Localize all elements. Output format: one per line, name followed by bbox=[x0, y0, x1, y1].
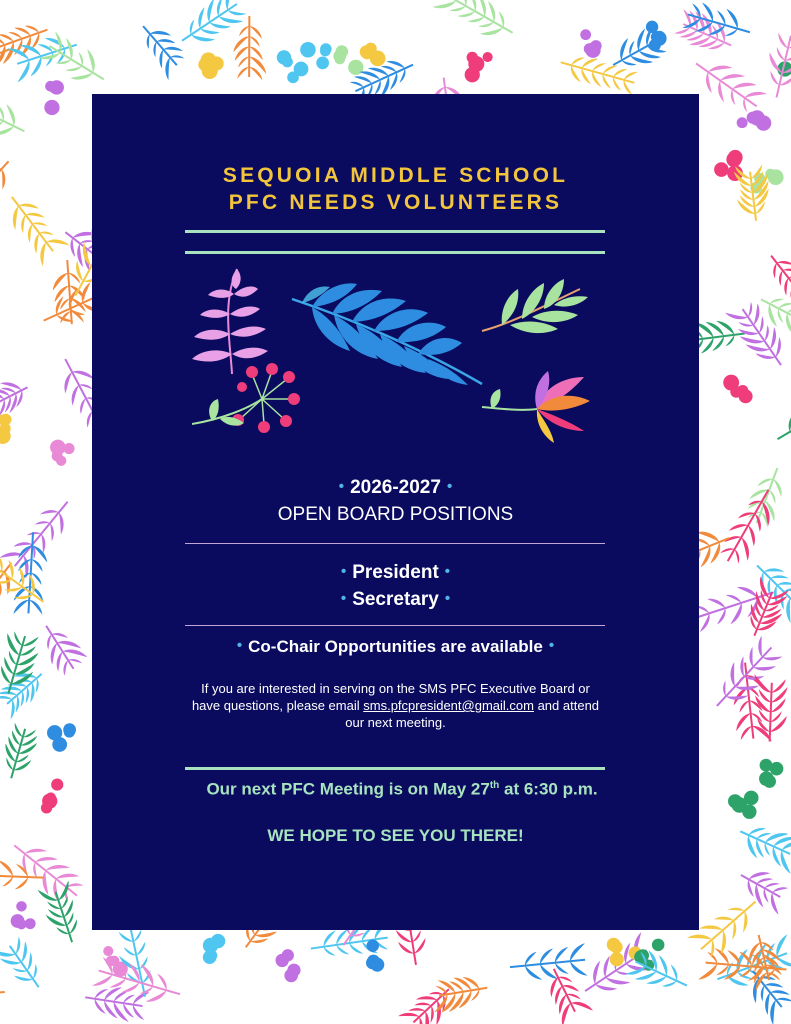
meeting-sup: th bbox=[489, 780, 500, 791]
contact-info bbox=[187, 680, 604, 731]
position-secretary bbox=[92, 589, 699, 611]
volunteers-title: PFC NEEDS VOLUNTEERS bbox=[228, 191, 563, 214]
position-label: President bbox=[352, 562, 439, 583]
bullet-icon: • bbox=[338, 478, 345, 495]
meeting-text-b: at 6:30 p.m. bbox=[504, 779, 598, 799]
bullet-icon: • bbox=[548, 637, 555, 654]
cochair-text: Co-Chair Opportunities are available bbox=[248, 637, 543, 656]
leaves-illustration bbox=[192, 259, 602, 449]
bullet-icon: • bbox=[444, 563, 451, 580]
pink-leaf-icon bbox=[192, 269, 268, 374]
year-line bbox=[92, 477, 699, 499]
tropical-flower-icon bbox=[482, 371, 590, 443]
closing-line: WE HOPE TO SEE YOU THERE! bbox=[267, 826, 524, 845]
position-label: Secretary bbox=[352, 589, 439, 610]
bullet-icon: • bbox=[340, 563, 347, 580]
bullet-icon: • bbox=[446, 478, 453, 495]
divider-mid bbox=[185, 543, 605, 544]
divider-lower bbox=[185, 625, 605, 626]
open-positions-heading: OPEN BOARD POSITIONS bbox=[277, 504, 514, 525]
divider-bottom bbox=[185, 767, 605, 770]
meeting-info bbox=[202, 774, 602, 801]
school-title: SEQUOIA MIDDLE SCHOOL bbox=[222, 164, 569, 187]
blue-palm-leaf-icon bbox=[292, 283, 482, 385]
divider-top-2 bbox=[185, 251, 605, 254]
meeting-text-a: Our next PFC Meeting is on May 27 bbox=[206, 779, 490, 799]
email-link[interactable]: sms.pfcpresident@gmail.com bbox=[363, 698, 534, 713]
flyer-panel bbox=[92, 94, 699, 930]
divider-top bbox=[185, 230, 605, 233]
bullet-icon: • bbox=[236, 637, 243, 654]
position-president bbox=[92, 562, 699, 584]
bullet-icon: • bbox=[340, 590, 347, 607]
year-text: 2026-2027 bbox=[350, 477, 441, 498]
berry-sprig-icon bbox=[192, 363, 300, 433]
green-leaf-icon bbox=[482, 279, 588, 333]
info-text-2: and attend our next meeting. bbox=[345, 698, 600, 730]
bullet-icon: • bbox=[444, 590, 451, 607]
cochair-line bbox=[92, 637, 699, 657]
info-text-1: If you are interested in serving on the SMS PFC Executive Board or have questions, please email bbox=[191, 681, 590, 713]
